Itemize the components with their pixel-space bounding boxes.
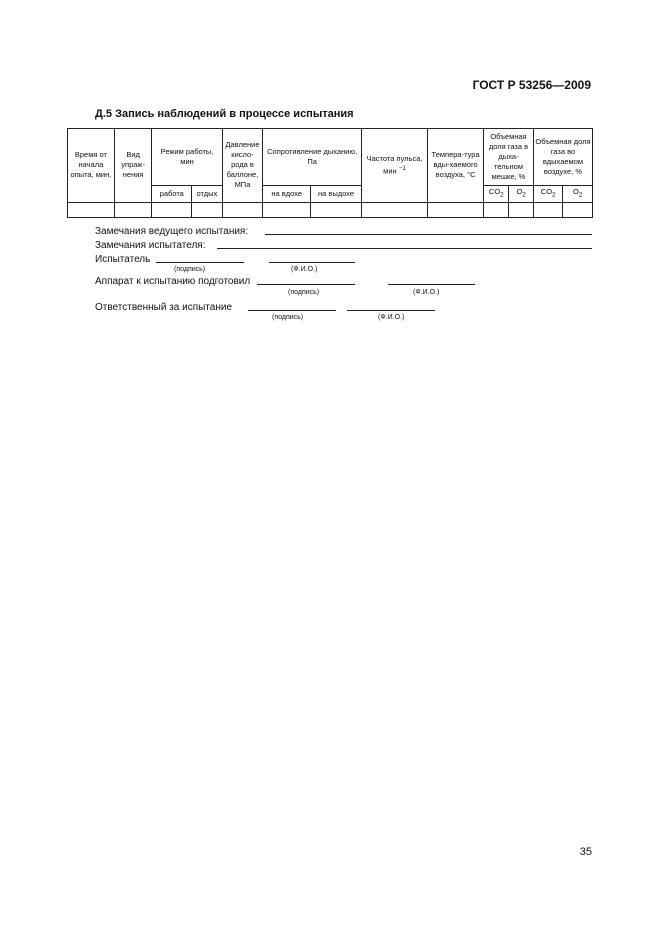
name-caption: (Ф.И.О.) [291, 266, 318, 273]
page-number: 35 [579, 846, 592, 858]
prepared-name-line[interactable] [388, 276, 475, 285]
prepared-row [95, 276, 595, 288]
responsible-label: Ответственный за испытание [95, 302, 233, 313]
responsible-caption-row [95, 314, 595, 323]
col-mode-rest: отдых [192, 186, 223, 203]
lead-remarks-row [95, 226, 595, 238]
tester-remarks-row [95, 240, 595, 252]
col-air-o2: $O_2$ [563, 186, 593, 203]
col-resistance: Сопротивление дыханию, Па [263, 129, 362, 186]
observation-table [67, 128, 593, 218]
tester-sign-row [95, 254, 595, 266]
name-caption: (Ф.И.О.) [378, 314, 405, 321]
col-bag-co2: $CO_2$ [484, 186, 509, 203]
col-mode: Режим работы, мин [152, 129, 222, 186]
col-resist-in: на вдохе [263, 186, 311, 203]
tester-name-line[interactable] [269, 254, 355, 263]
responsible-row [95, 302, 595, 314]
standard-id: ГОСТ Р 53256—2009 [472, 78, 591, 92]
col-air-gas: Объемная доля газа во вдыхаемом воздухе, % [533, 129, 592, 186]
col-pulse [361, 129, 427, 203]
signature-caption: (подпись) [174, 266, 206, 273]
name-caption: (Ф.И.О.) [413, 289, 440, 296]
tester-remarks-label: Замечания испытателя: [95, 240, 206, 251]
responsible-signature-line[interactable] [248, 302, 336, 311]
responsible-name-line[interactable] [347, 302, 435, 311]
prepared-label: Аппарат к испытанию подготовил [95, 276, 251, 287]
lead-remarks-line[interactable] [265, 226, 592, 235]
tester-sign-label: Испытатель [95, 254, 151, 265]
col-resist-out: на выдохе [311, 186, 362, 203]
signature-caption: (подпись) [272, 314, 304, 321]
remarks-block [95, 226, 595, 323]
pulse-unit-exponent: −1 [398, 165, 406, 172]
pulse-label: Частота пульса, мин [366, 154, 423, 176]
col-air-co2: $CO_2$ [533, 186, 563, 203]
prepared-caption-row [95, 288, 595, 302]
lead-remarks-label: Замечания ведущего испытания: [95, 226, 249, 237]
prepared-signature-line[interactable] [257, 276, 355, 285]
col-exercise: Вид упраж-нения [114, 129, 152, 203]
col-bag-o2: $O_2$ [509, 186, 533, 203]
table-row [68, 202, 593, 217]
tester-remarks-line[interactable] [217, 240, 592, 249]
section-title: Д.5 Запись наблюдений в процессе испытания [95, 108, 354, 120]
col-mode-work: работа [152, 186, 192, 203]
col-pressure: Давление кисло-рода в баллоне, МПа [222, 129, 263, 203]
col-time: Время от начала опыта, мин, [68, 129, 115, 203]
tester-signature-line[interactable] [156, 254, 244, 263]
signature-caption: (подпись) [288, 289, 320, 296]
tester-caption-row [95, 266, 595, 275]
col-temperature: Темпера-тура вды-хаемого воздуха, °С [428, 129, 484, 203]
col-bag-gas: Объемная доля газа в дыха-тельном мешке, % [484, 129, 534, 186]
